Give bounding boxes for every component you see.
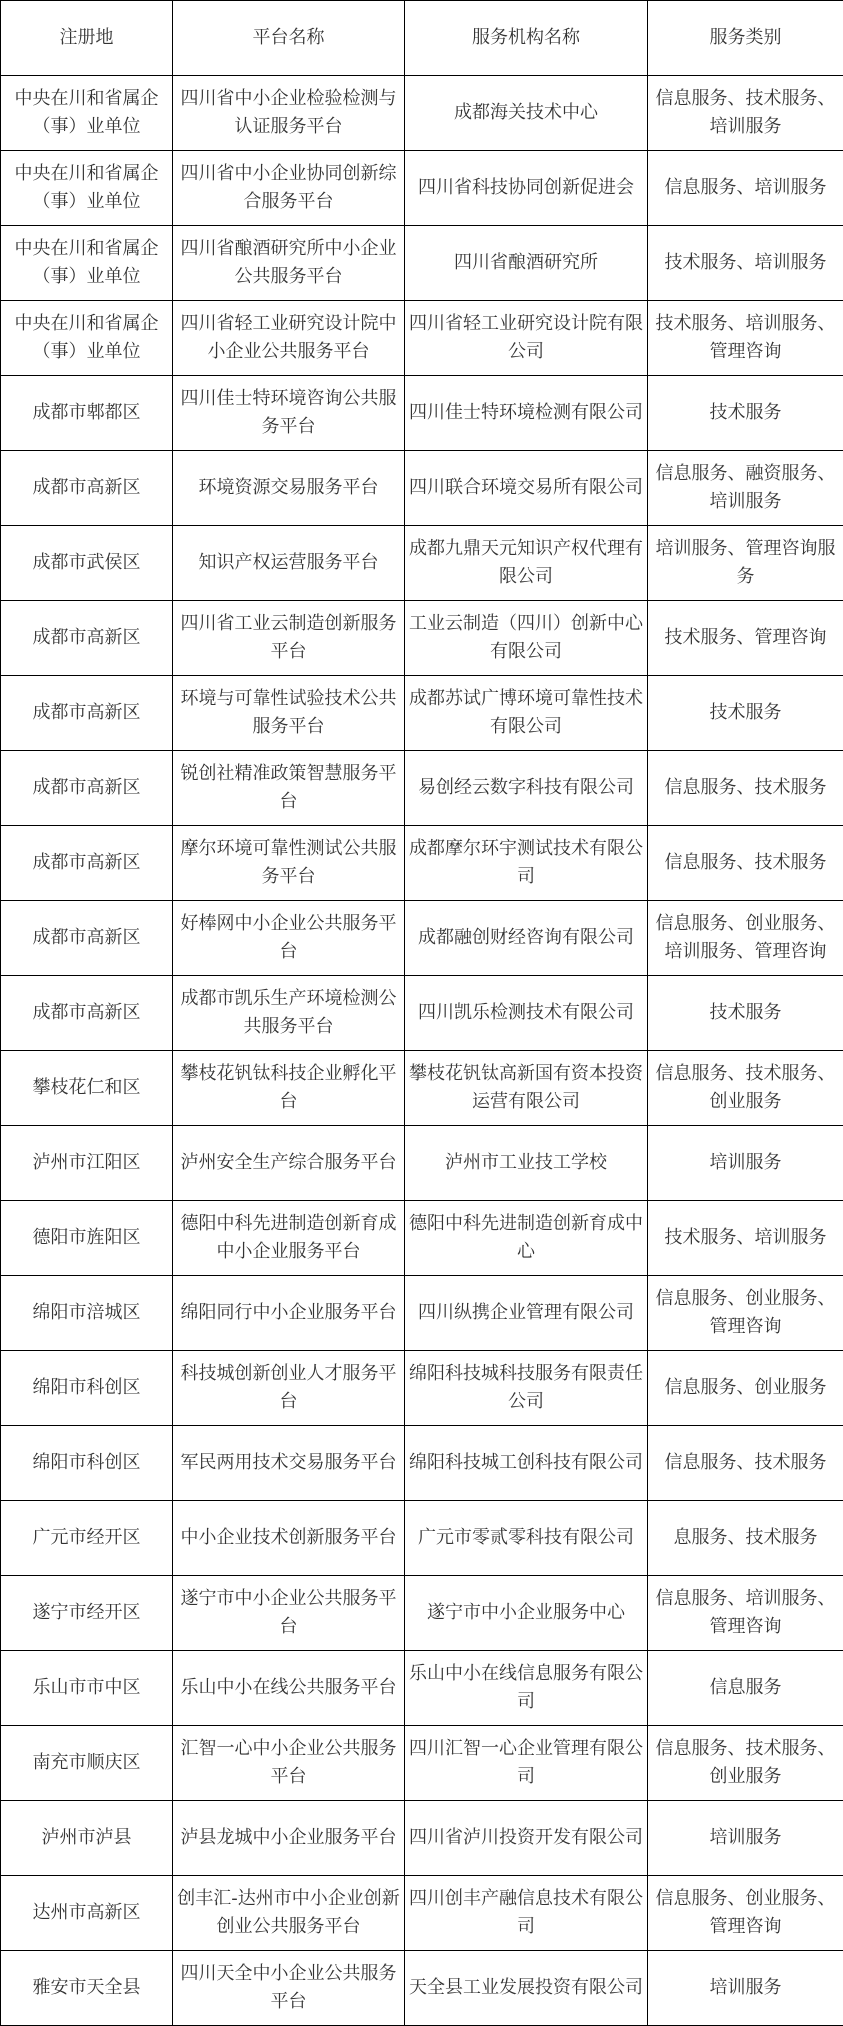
cell-text: 广元市零贰零科技有限公司 bbox=[418, 1527, 634, 1548]
cell-platform-name bbox=[173, 1951, 405, 2026]
cell-service-category bbox=[648, 151, 843, 226]
cell-platform-name bbox=[173, 1651, 405, 1726]
cell-text: 绵阳科技城工创科技有限公司 bbox=[409, 1452, 643, 1473]
cell-text: 技术服务、培训服务 bbox=[664, 252, 827, 273]
cell-text: 雅安市天全县 bbox=[32, 1977, 141, 1998]
table-row bbox=[1, 301, 843, 376]
cell-text: 攀枝花钒钛科技企业孵化平台 bbox=[180, 1063, 397, 1112]
table-row bbox=[1, 676, 843, 751]
cell-text: 信息服务、创业服务、管理咨询 bbox=[655, 1888, 836, 1937]
table-row bbox=[1, 1276, 843, 1351]
cell-text: 乐山中小在线公共服务平台 bbox=[180, 1677, 397, 1698]
cell-registration-place bbox=[1, 1126, 173, 1201]
cell-text: 技术服务、管理咨询 bbox=[664, 627, 827, 648]
cell-text: 泸县龙城中小企业服务平台 bbox=[180, 1827, 397, 1848]
cell-registration-place bbox=[1, 976, 173, 1051]
cell-agency-name bbox=[405, 1276, 648, 1351]
cell-text: 培训服务、管理咨询服务 bbox=[655, 538, 836, 587]
cell-registration-place bbox=[1, 1276, 173, 1351]
cell-text: 四川省工业云制造创新服务平台 bbox=[180, 613, 397, 662]
cell-service-category bbox=[648, 1876, 843, 1951]
cell-text: 绵阳市科创区 bbox=[32, 1377, 141, 1398]
table-row bbox=[1, 1426, 843, 1501]
cell-platform-name bbox=[173, 76, 405, 151]
cell-platform-name bbox=[173, 451, 405, 526]
cell-service-category bbox=[648, 1201, 843, 1276]
table-row bbox=[1, 1801, 843, 1876]
cell-registration-place bbox=[1, 1426, 173, 1501]
cell-text: 泸州市工业技工学校 bbox=[445, 1152, 607, 1173]
cell-agency-name bbox=[405, 1801, 648, 1876]
cell-text: 信息服务、培训服务 bbox=[664, 177, 827, 198]
cell-service-category bbox=[648, 1801, 843, 1876]
cell-text: 信息服务、培训服务、管理咨询 bbox=[655, 1588, 836, 1637]
table-row bbox=[1, 976, 843, 1051]
cell-text: 信息服务 bbox=[709, 1677, 782, 1698]
cell-service-category bbox=[648, 1351, 843, 1426]
cell-service-category bbox=[648, 676, 843, 751]
header-agency-name: 服务机构名称 bbox=[405, 1, 648, 76]
cell-agency-name bbox=[405, 601, 648, 676]
table-row bbox=[1, 226, 843, 301]
cell-service-category bbox=[648, 601, 843, 676]
cell-registration-place bbox=[1, 301, 173, 376]
cell-text: 绵阳科技城科技服务有限责任公司 bbox=[409, 1363, 643, 1412]
cell-text: 技术服务、培训服务、管理咨询 bbox=[655, 313, 836, 362]
cell-text: 信息服务、创业服务 bbox=[664, 1377, 827, 1398]
cell-text: 四川省中小企业检验检测与认证服务平台 bbox=[180, 88, 397, 137]
cell-agency-name bbox=[405, 526, 648, 601]
cell-text: 四川省泸川投资开发有限公司 bbox=[409, 1827, 643, 1848]
cell-agency-name bbox=[405, 1051, 648, 1126]
cell-text: 德阳市旌阳区 bbox=[32, 1227, 141, 1248]
cell-text: 成都海关技术中心 bbox=[454, 102, 598, 123]
cell-text: 达州市高新区 bbox=[32, 1902, 141, 1923]
cell-platform-name bbox=[173, 976, 405, 1051]
cell-agency-name bbox=[405, 1876, 648, 1951]
cell-text: 信息服务、技术服务 bbox=[664, 852, 827, 873]
cell-text: 环境资源交易服务平台 bbox=[198, 477, 379, 498]
cell-service-category bbox=[648, 751, 843, 826]
cell-platform-name bbox=[173, 1876, 405, 1951]
cell-text: 泸州市江阳区 bbox=[32, 1152, 141, 1173]
cell-platform-name bbox=[173, 1126, 405, 1201]
cell-text: 中央在川和省属企（事）业单位 bbox=[14, 88, 159, 137]
cell-text: 易创经云数字科技有限公司 bbox=[418, 777, 634, 798]
cell-text: 遂宁市中小企业公共服务平台 bbox=[180, 1588, 397, 1637]
cell-service-category bbox=[648, 1126, 843, 1201]
cell-service-category bbox=[648, 1726, 843, 1801]
cell-platform-name bbox=[173, 901, 405, 976]
header-service-category: 服务类别 bbox=[648, 1, 843, 76]
cell-registration-place bbox=[1, 526, 173, 601]
cell-agency-name bbox=[405, 1201, 648, 1276]
cell-agency-name bbox=[405, 676, 648, 751]
cell-service-category bbox=[648, 526, 843, 601]
cell-registration-place bbox=[1, 901, 173, 976]
cell-agency-name bbox=[405, 1501, 648, 1576]
cell-agency-name bbox=[405, 1726, 648, 1801]
cell-text: 中央在川和省属企（事）业单位 bbox=[14, 238, 159, 287]
cell-service-category bbox=[648, 976, 843, 1051]
cell-service-category bbox=[648, 1576, 843, 1651]
cell-text: 信息服务、技术服务、培训服务 bbox=[655, 88, 836, 137]
table-row bbox=[1, 1351, 843, 1426]
cell-platform-name bbox=[173, 1276, 405, 1351]
cell-text: 攀枝花仁和区 bbox=[32, 1077, 141, 1098]
cell-text: 中小企业技术创新服务平台 bbox=[180, 1527, 397, 1548]
cell-text: 四川省酿酒研究所中小企业公共服务平台 bbox=[180, 238, 397, 287]
table-header-row bbox=[1, 1, 843, 76]
cell-text: 成都摩尔环宇测试技术有限公司 bbox=[409, 838, 643, 887]
cell-text: 四川天全中小企业公共服务平台 bbox=[180, 1963, 397, 2012]
cell-text: 四川联合环境交易所有限公司 bbox=[409, 477, 643, 498]
cell-text: 成都融创财经咨询有限公司 bbox=[418, 927, 634, 948]
cell-agency-name bbox=[405, 751, 648, 826]
cell-agency-name bbox=[405, 451, 648, 526]
cell-agency-name bbox=[405, 826, 648, 901]
cell-platform-name bbox=[173, 1726, 405, 1801]
cell-registration-place bbox=[1, 1951, 173, 2026]
table-row bbox=[1, 826, 843, 901]
cell-text: 成都市高新区 bbox=[32, 927, 141, 948]
cell-text: 遂宁市中小企业服务中心 bbox=[427, 1602, 625, 1623]
cell-platform-name bbox=[173, 526, 405, 601]
cell-text: 成都市高新区 bbox=[32, 627, 141, 648]
cell-text: 工业云制造（四川）创新中心有限公司 bbox=[409, 613, 643, 662]
table-row bbox=[1, 1501, 843, 1576]
cell-registration-place bbox=[1, 226, 173, 301]
cell-agency-name bbox=[405, 76, 648, 151]
cell-registration-place bbox=[1, 1201, 173, 1276]
cell-text: 成都市高新区 bbox=[32, 702, 141, 723]
cell-text: 乐山中小在线信息服务有限公司 bbox=[409, 1663, 643, 1712]
table-row bbox=[1, 76, 843, 151]
cell-text: 创丰汇-达州市中小企业创新创业公共服务平台 bbox=[177, 1888, 400, 1937]
cell-text: 四川省科技协同创新促进会 bbox=[418, 177, 634, 198]
cell-platform-name bbox=[173, 751, 405, 826]
cell-text: 四川省轻工业研究设计院有限公司 bbox=[409, 313, 643, 362]
cell-text: 技术服务 bbox=[709, 1002, 782, 1023]
cell-agency-name bbox=[405, 376, 648, 451]
cell-text: 培训服务 bbox=[709, 1977, 782, 1998]
cell-platform-name bbox=[173, 1051, 405, 1126]
table-row bbox=[1, 376, 843, 451]
table-row bbox=[1, 751, 843, 826]
cell-platform-name bbox=[173, 301, 405, 376]
cell-text: 成都苏试广博环境可靠性技术有限公司 bbox=[409, 688, 643, 737]
cell-text: 绵阳同行中小企业服务平台 bbox=[180, 1302, 397, 1323]
cell-registration-place bbox=[1, 1351, 173, 1426]
cell-text: 四川佳士特环境检测有限公司 bbox=[409, 402, 643, 423]
cell-agency-name bbox=[405, 976, 648, 1051]
table-row bbox=[1, 1051, 843, 1126]
header-platform-name: 平台名称 bbox=[173, 1, 405, 76]
cell-platform-name bbox=[173, 676, 405, 751]
cell-text: 四川创丰产融信息技术有限公司 bbox=[409, 1888, 643, 1937]
cell-service-category bbox=[648, 1651, 843, 1726]
cell-text: 四川省中小企业协同创新综合服务平台 bbox=[180, 163, 397, 212]
cell-service-category bbox=[648, 301, 843, 376]
cell-registration-place bbox=[1, 601, 173, 676]
cell-service-category bbox=[648, 1426, 843, 1501]
table-row bbox=[1, 1651, 843, 1726]
table-row bbox=[1, 151, 843, 226]
cell-service-category bbox=[648, 1501, 843, 1576]
cell-text: 中央在川和省属企（事）业单位 bbox=[14, 313, 159, 362]
table-row bbox=[1, 1126, 843, 1201]
cell-text: 四川佳士特环境咨询公共服务平台 bbox=[180, 388, 397, 437]
cell-text: 培训服务 bbox=[709, 1152, 782, 1173]
table-row bbox=[1, 1201, 843, 1276]
cell-agency-name bbox=[405, 1951, 648, 2026]
cell-text: 技术服务 bbox=[709, 402, 782, 423]
cell-text: 知识产权运营服务平台 bbox=[198, 552, 379, 573]
cell-text: 中央在川和省属企（事）业单位 bbox=[14, 163, 159, 212]
cell-text: 成都市高新区 bbox=[32, 477, 141, 498]
cell-service-category bbox=[648, 1276, 843, 1351]
cell-text: 息服务、技术服务 bbox=[673, 1527, 818, 1548]
cell-text: 绵阳市科创区 bbox=[32, 1452, 141, 1473]
cell-registration-place bbox=[1, 76, 173, 151]
cell-text: 成都市武侯区 bbox=[32, 552, 141, 573]
cell-service-category bbox=[648, 226, 843, 301]
cell-agency-name bbox=[405, 226, 648, 301]
cell-text: 四川省酿酒研究所 bbox=[454, 252, 598, 273]
cell-text: 绵阳市涪城区 bbox=[32, 1302, 141, 1323]
cell-text: 环境与可靠性试验技术公共服务平台 bbox=[180, 688, 397, 737]
cell-text: 成都市高新区 bbox=[32, 852, 141, 873]
cell-registration-place bbox=[1, 376, 173, 451]
table-row bbox=[1, 451, 843, 526]
cell-text: 成都市高新区 bbox=[32, 777, 141, 798]
cell-agency-name bbox=[405, 151, 648, 226]
cell-service-category bbox=[648, 76, 843, 151]
cell-registration-place bbox=[1, 751, 173, 826]
cell-text: 信息服务、技术服务 bbox=[664, 777, 827, 798]
cell-text: 信息服务、技术服务、创业服务 bbox=[655, 1738, 836, 1787]
cell-text: 汇智一心中小企业公共服务平台 bbox=[180, 1738, 397, 1787]
header-registration-place: 注册地 bbox=[1, 1, 173, 76]
cell-agency-name bbox=[405, 1351, 648, 1426]
cell-text: 天全县工业发展投资有限公司 bbox=[409, 1977, 643, 1998]
cell-text: 摩尔环境可靠性测试公共服务平台 bbox=[180, 838, 397, 887]
cell-service-category bbox=[648, 376, 843, 451]
cell-registration-place bbox=[1, 1651, 173, 1726]
cell-registration-place bbox=[1, 1576, 173, 1651]
cell-platform-name bbox=[173, 151, 405, 226]
table-row bbox=[1, 601, 843, 676]
cell-registration-place bbox=[1, 1876, 173, 1951]
cell-text: 科技城创新创业人才服务平台 bbox=[180, 1363, 397, 1412]
cell-text: 成都九鼎天元知识产权代理有限公司 bbox=[409, 538, 643, 587]
table-row bbox=[1, 1876, 843, 1951]
cell-agency-name bbox=[405, 1576, 648, 1651]
cell-text: 德阳中科先进制造创新育成中心 bbox=[409, 1213, 643, 1262]
cell-service-category bbox=[648, 826, 843, 901]
cell-platform-name bbox=[173, 376, 405, 451]
cell-text: 信息服务、技术服务 bbox=[664, 1452, 827, 1473]
cell-text: 军民两用技术交易服务平台 bbox=[180, 1452, 397, 1473]
cell-text: 泸州市泸县 bbox=[41, 1827, 132, 1848]
cell-text: 成都市高新区 bbox=[32, 1002, 141, 1023]
cell-platform-name bbox=[173, 1426, 405, 1501]
cell-registration-place bbox=[1, 451, 173, 526]
cell-registration-place bbox=[1, 151, 173, 226]
table-row bbox=[1, 526, 843, 601]
table-row bbox=[1, 1951, 843, 2026]
cell-text: 技术服务、培训服务 bbox=[664, 1227, 827, 1248]
cell-agency-name bbox=[405, 1126, 648, 1201]
cell-service-category bbox=[648, 1051, 843, 1126]
cell-text: 攀枝花钒钛高新国有资本投资运营有限公司 bbox=[409, 1063, 643, 1112]
cell-registration-place bbox=[1, 1801, 173, 1876]
cell-text: 信息服务、技术服务、创业服务 bbox=[655, 1063, 836, 1112]
cell-text: 好棒网中小企业公共服务平台 bbox=[180, 913, 397, 962]
cell-text: 泸州安全生产综合服务平台 bbox=[180, 1152, 397, 1173]
cell-registration-place bbox=[1, 826, 173, 901]
cell-text: 信息服务、融资服务、培训服务 bbox=[655, 463, 836, 512]
cell-text: 南充市顺庆区 bbox=[32, 1752, 141, 1773]
cell-platform-name bbox=[173, 1351, 405, 1426]
cell-platform-name bbox=[173, 1201, 405, 1276]
cell-platform-name bbox=[173, 1501, 405, 1576]
cell-registration-place bbox=[1, 1726, 173, 1801]
cell-text: 信息服务、创业服务、管理咨询 bbox=[655, 1288, 836, 1337]
table-row bbox=[1, 1576, 843, 1651]
cell-text: 信息服务、创业服务、培训服务、管理咨询 bbox=[655, 913, 836, 962]
cell-platform-name bbox=[173, 601, 405, 676]
cell-platform-name bbox=[173, 226, 405, 301]
cell-text: 四川纵携企业管理有限公司 bbox=[418, 1302, 634, 1323]
cell-service-category bbox=[648, 1951, 843, 2026]
cell-registration-place bbox=[1, 1051, 173, 1126]
cell-platform-name bbox=[173, 1576, 405, 1651]
cell-text: 四川汇智一心企业管理有限公司 bbox=[409, 1738, 643, 1787]
cell-text: 德阳中科先进制造创新育成中小企业服务平台 bbox=[180, 1213, 397, 1262]
cell-agency-name bbox=[405, 301, 648, 376]
cell-text: 成都市凯乐生产环境检测公共服务平台 bbox=[180, 988, 397, 1037]
cell-text: 四川省轻工业研究设计院中小企业公共服务平台 bbox=[180, 313, 397, 362]
cell-text: 遂宁市经开区 bbox=[32, 1602, 141, 1623]
cell-text: 乐山市市中区 bbox=[32, 1677, 141, 1698]
cell-text: 技术服务 bbox=[709, 702, 782, 723]
cell-registration-place bbox=[1, 676, 173, 751]
cell-service-category bbox=[648, 901, 843, 976]
cell-registration-place bbox=[1, 1501, 173, 1576]
cell-agency-name bbox=[405, 1651, 648, 1726]
cell-text: 培训服务 bbox=[709, 1827, 782, 1848]
cell-agency-name bbox=[405, 1426, 648, 1501]
table-row bbox=[1, 901, 843, 976]
cell-text: 锐创社精准政策智慧服务平台 bbox=[180, 763, 397, 812]
cell-text: 四川凯乐检测技术有限公司 bbox=[418, 1002, 634, 1023]
cell-text: 广元市经开区 bbox=[32, 1527, 141, 1548]
cell-platform-name bbox=[173, 1801, 405, 1876]
table-row bbox=[1, 1726, 843, 1801]
table-body bbox=[1, 76, 843, 2026]
cell-text: 成都市郫都区 bbox=[32, 402, 141, 423]
cell-platform-name bbox=[173, 826, 405, 901]
cell-service-category bbox=[648, 451, 843, 526]
cell-agency-name bbox=[405, 901, 648, 976]
